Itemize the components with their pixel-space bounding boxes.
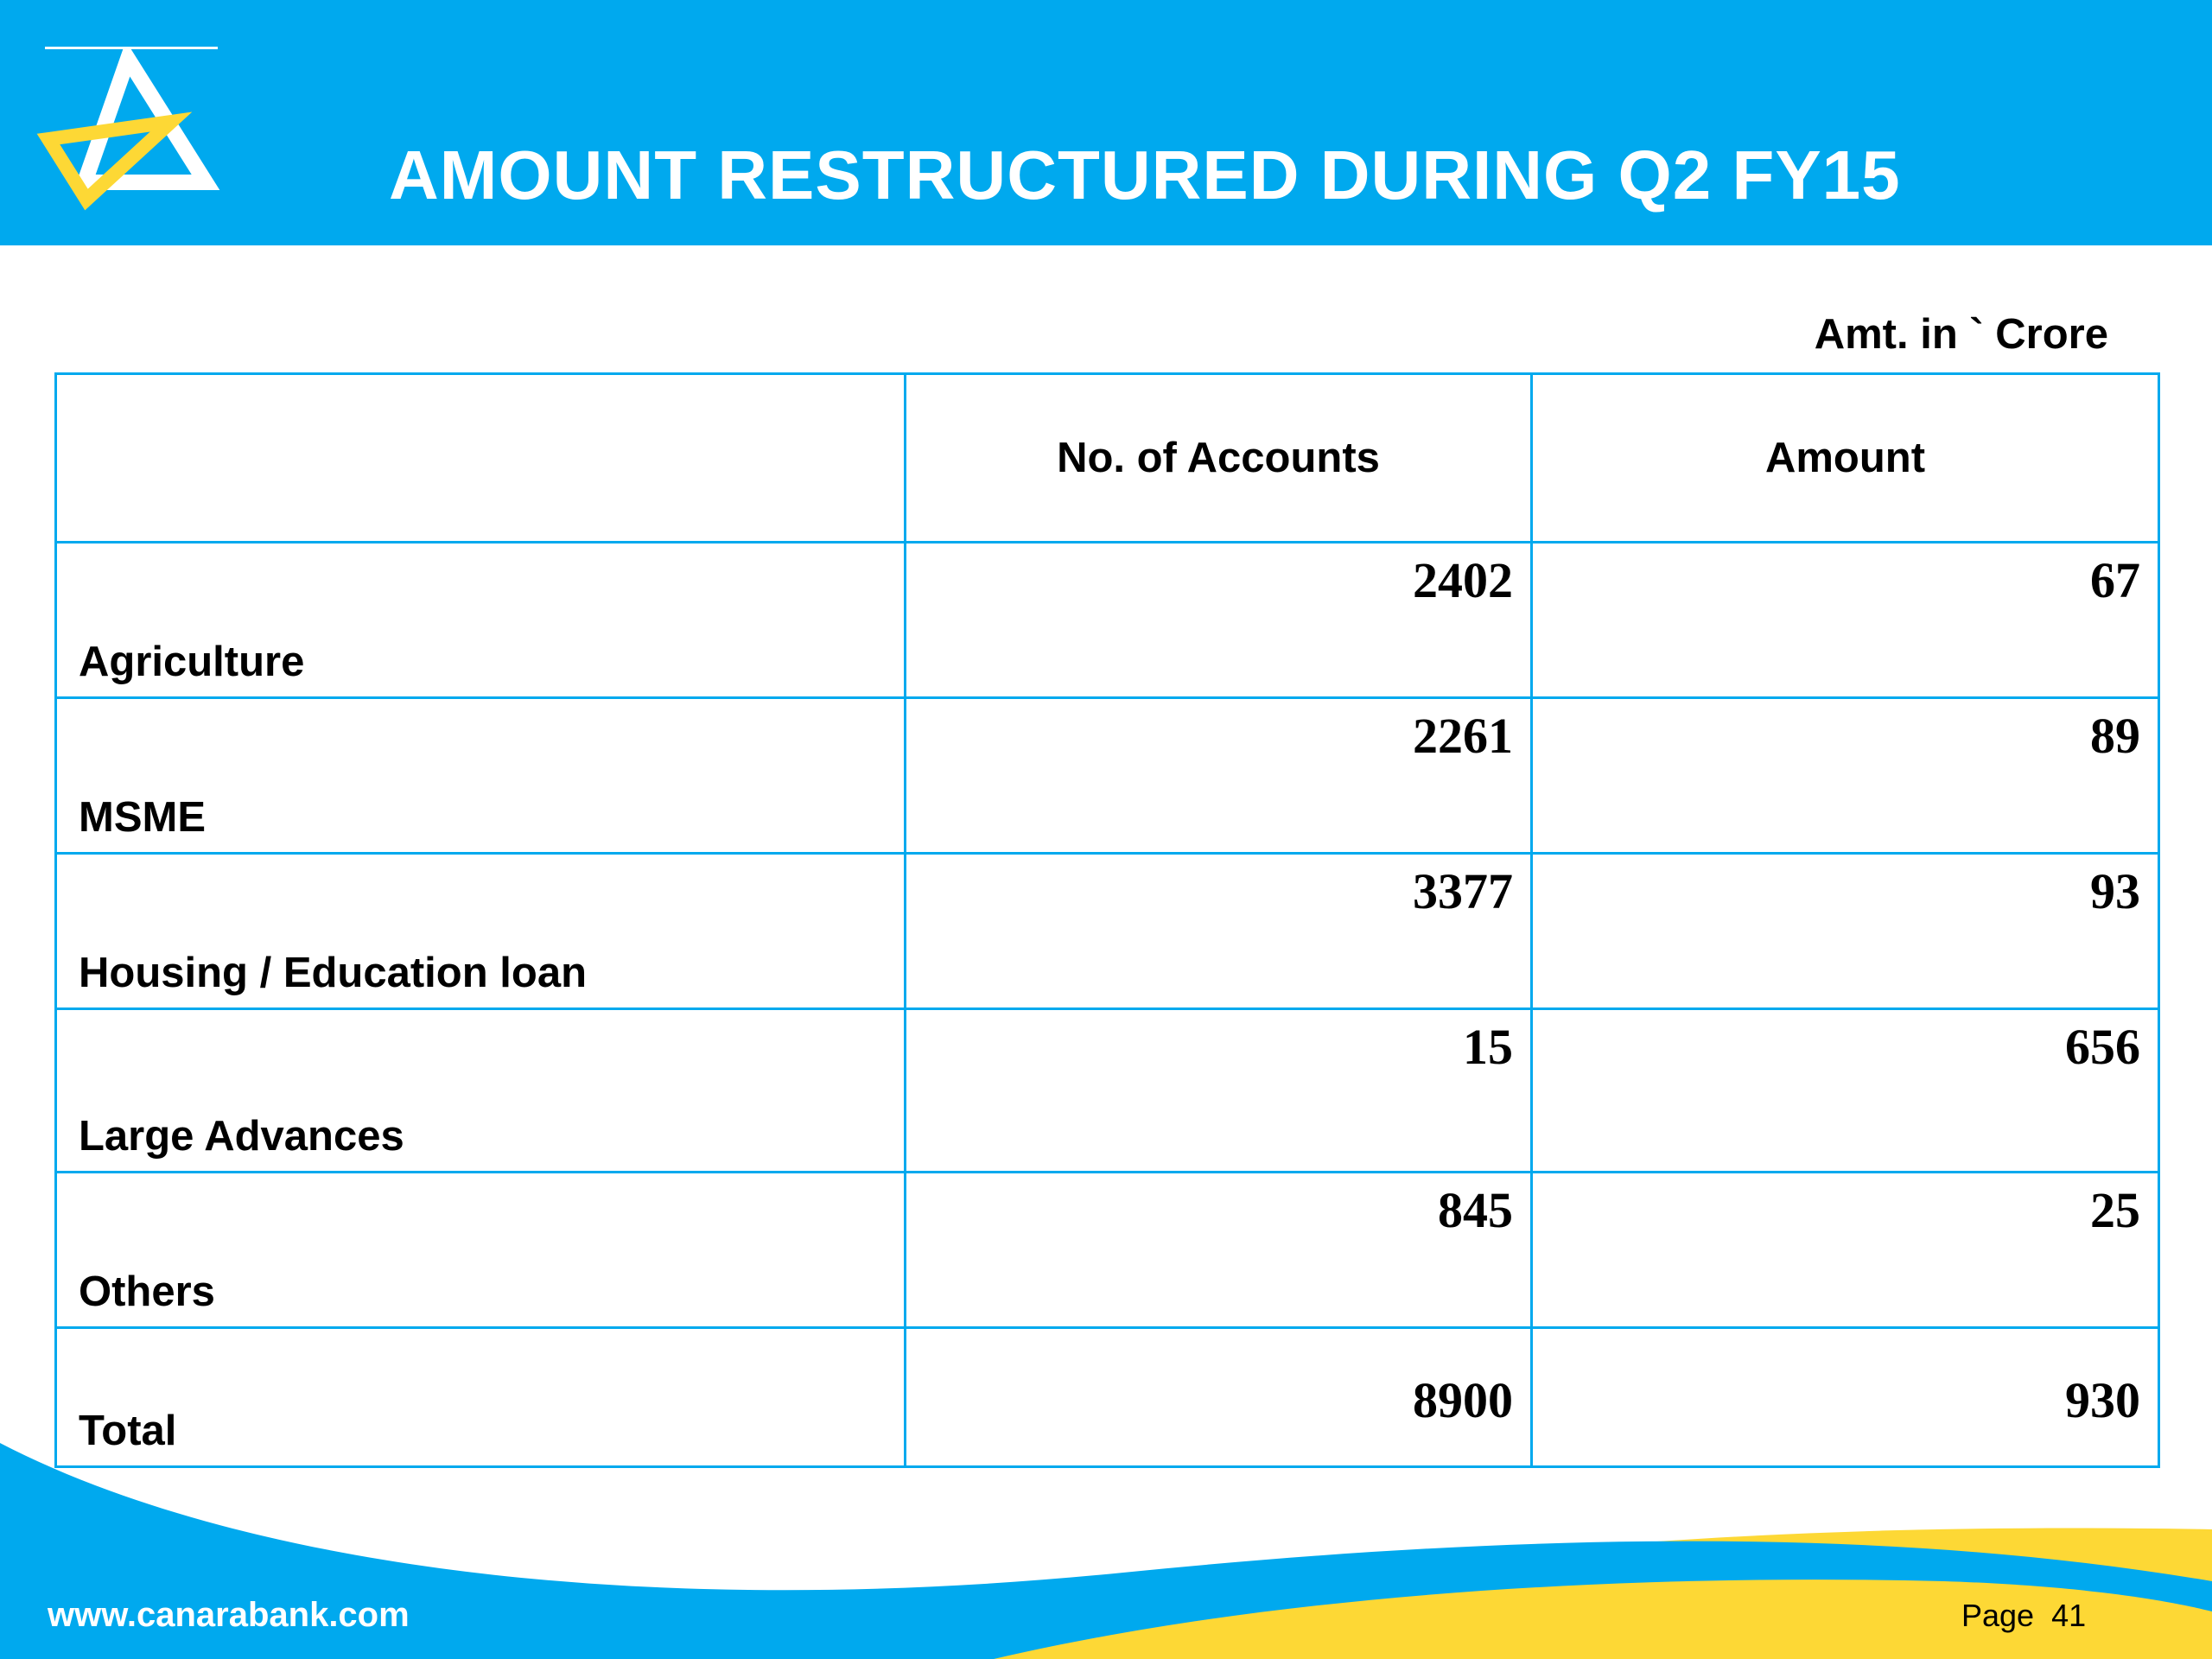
row-label: Total [79, 1408, 177, 1454]
page-number: 41 [2051, 1598, 2087, 1633]
row-label: Agriculture [79, 639, 305, 685]
table-row [56, 698, 2159, 854]
row-label-cell [56, 698, 906, 854]
accounts-cell [906, 1009, 1532, 1173]
amount-value: 67 [2090, 552, 2140, 608]
amount-cell [1532, 1173, 2159, 1328]
amount-value: 89 [2090, 708, 2140, 764]
restructured-table [54, 372, 2160, 1468]
amount-cell [1532, 854, 2159, 1009]
accounts-cell [906, 698, 1532, 854]
table-row [56, 1009, 2159, 1173]
unit-note: Amt. in ` Crore [1814, 311, 2108, 358]
table-row [56, 1173, 2159, 1328]
accounts-value: 15 [1463, 1019, 1513, 1075]
row-label-cell [56, 543, 906, 698]
footer-url-link[interactable]: www.canarabank.com [48, 1596, 410, 1634]
amount-value: 656 [2065, 1019, 2140, 1075]
column-header-category [56, 374, 906, 543]
row-label: Others [79, 1268, 215, 1315]
row-label-cell [56, 1009, 906, 1173]
amount-cell [1532, 543, 2159, 698]
accounts-value: 845 [1438, 1182, 1513, 1238]
accounts-value: 3377 [1413, 863, 1513, 919]
table-row [56, 854, 2159, 1009]
accounts-cell [906, 543, 1532, 698]
canara-logo-icon [33, 48, 226, 213]
accounts-value: 2402 [1413, 552, 1513, 608]
amount-value: 25 [2090, 1182, 2140, 1238]
amount-value: 93 [2090, 863, 2140, 919]
amount-cell [1532, 1009, 2159, 1173]
row-label: MSME [79, 794, 206, 841]
header-bar [0, 0, 2212, 245]
table-row [56, 543, 2159, 698]
table-header-row [56, 374, 2159, 543]
row-label-cell [56, 854, 906, 1009]
amount-cell [1532, 698, 2159, 854]
page-label: Page [1961, 1598, 2035, 1633]
row-label: Large Advances [79, 1113, 404, 1160]
column-header-amount: Amount [1532, 374, 2159, 543]
column-header-accounts: No. of Accounts [906, 374, 1532, 543]
accounts-cell [906, 1173, 1532, 1328]
page-title: AMOUNT RESTRUCTURED DURING Q2 FY15 [389, 137, 1901, 213]
row-label: Housing / Education loan [79, 950, 587, 996]
accounts-cell [906, 854, 1532, 1009]
accounts-value: 2261 [1413, 708, 1513, 764]
amount-value: 930 [2065, 1372, 2140, 1428]
row-label-cell [56, 1173, 906, 1328]
page-indicator [1961, 1594, 2103, 1637]
accounts-value: 8900 [1413, 1372, 1513, 1428]
